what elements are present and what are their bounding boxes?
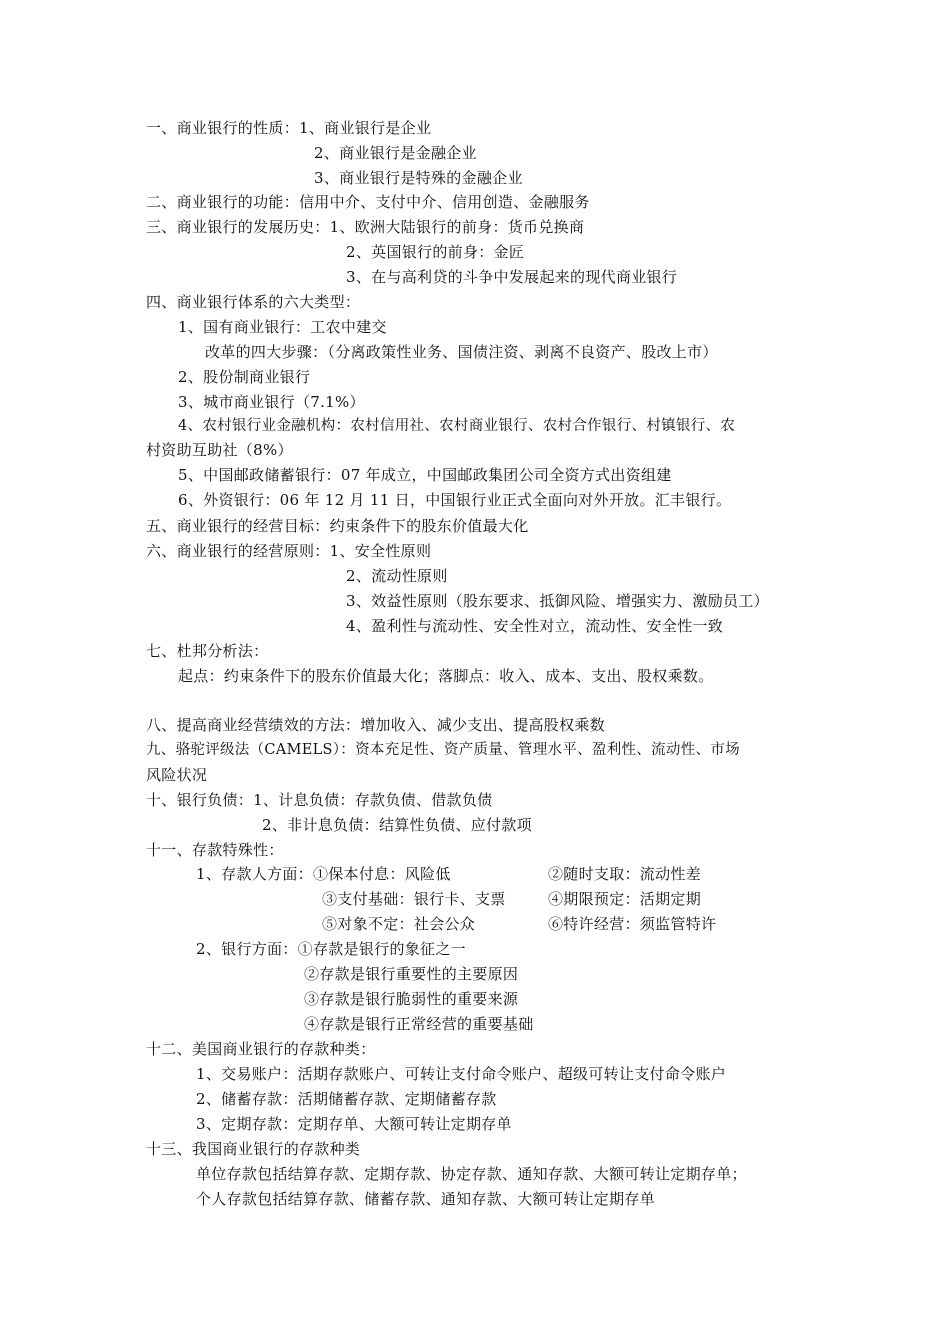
text-line: 2、股份制商业银行 <box>178 368 311 386</box>
text-line: ③存款是银行脆弱性的重要来源 <box>304 990 519 1008</box>
text-line: 5、中国邮政储蓄银行：07 年成立，中国邮政集团公司全资方式出资组建 <box>178 466 672 484</box>
text-line: 4、盈利性与流动性、安全性对立，流动性、安全性一致 <box>346 617 724 635</box>
section-5-heading: 五、商业银行的经营目标：约束条件下的股东价值最大化 <box>146 517 529 535</box>
section-3-heading: 三、商业银行的发展历史：1、欧洲大陆银行的前身：货币兑换商 <box>146 218 585 236</box>
section-13-heading: 十三、我国商业银行的存款种类 <box>146 1140 361 1158</box>
text-line: 2、非计息负债：结算性负债、应付款项 <box>262 816 532 834</box>
text-line: 1、存款人方面：①保本付息：风险低 <box>196 865 451 883</box>
section-7-heading: 七、杜邦分析法： <box>146 642 269 660</box>
text-line: 6、外资银行：06 年 12 月 11 日，中国银行业正式全面向对外开放。汇丰银行。 <box>178 491 732 509</box>
text-line: ⑥特许经营：须监管特许 <box>548 915 717 933</box>
section-10-heading: 十、银行负债：1、计息负债：存款负债、借款负债 <box>146 791 493 809</box>
text-line: 2、银行方面：①存款是银行的象征之一 <box>196 940 466 958</box>
text-line: ③支付基础：银行卡、支票 <box>322 890 506 908</box>
text-line: 2、流动性原则 <box>346 567 448 585</box>
text-line: 起点：约束条件下的股东价值最大化；落脚点：收入、成本、支出、股权乘数。 <box>178 667 714 685</box>
text-line: 1、交易账户：活期存款账户、可转让支付命令账户、超级可转让支付命令账户 <box>196 1065 727 1083</box>
text-line: 改革的四大步骤：（分离政策性业务、国债注资、剥离不良资产、股改上市） <box>205 343 718 361</box>
text-line: 3、商业银行是特殊的金融企业 <box>314 169 523 187</box>
text-line: 3、定期存款：定期存单、大额可转让定期存单 <box>196 1115 512 1133</box>
text-line: 4、农村银行业金融机构：农村信用社、农村商业银行、农村合作银行、村镇银行、农 <box>178 418 736 434</box>
section-9-heading: 九、骆驼评级法（CAMELS）：资本充足性、资产质量、管理水平、盈利性、流动性、市场 <box>146 742 740 758</box>
text-line: 风险状况 <box>146 766 208 784</box>
section-1-heading: 一、商业银行的性质：1、商业银行是企业 <box>146 119 432 137</box>
section-8-heading: 八、提高商业经营绩效的方法：增加收入、减少支出、提高股权乘数 <box>146 716 606 734</box>
section-11-heading: 十一、存款特殊性： <box>146 841 284 859</box>
text-line: 个人存款包括结算存款、储蓄存款、通知存款、大额可转让定期存单 <box>196 1190 656 1208</box>
text-line: ⑤对象不定：社会公众 <box>322 915 476 933</box>
section-12-heading: 十二、美国商业银行的存款种类： <box>146 1040 376 1058</box>
text-line: ②随时支取：流动性差 <box>548 865 702 883</box>
text-line: ④存款是银行正常经营的重要基础 <box>304 1015 534 1033</box>
text-line: 村资助互助社（8%） <box>146 441 293 459</box>
text-line: 2、商业银行是金融企业 <box>314 144 477 162</box>
text-line: 2、英国银行的前身：金匠 <box>346 243 525 261</box>
section-6-heading: 六、商业银行的经营原则：1、安全性原则 <box>146 542 432 560</box>
text-line: ④期限预定：活期定期 <box>548 890 702 908</box>
text-line: 单位存款包括结算存款、定期存款、协定存款、通知存款、大额可转让定期存单； <box>196 1165 747 1183</box>
text-line: 2、储蓄存款：活期储蓄存款、定期储蓄存款 <box>196 1090 497 1108</box>
text-line: 3、城市商业银行（7.1%） <box>178 393 365 411</box>
section-4-heading: 四、商业银行体系的六大类型： <box>146 293 361 311</box>
text-line: 1、国有商业银行：工农中建交 <box>178 318 387 336</box>
text-line: 3、效益性原则（股东要求、抵御风险、增强实力、激励员工） <box>346 592 769 610</box>
section-2-heading: 二、商业银行的功能：信用中介、支付中介、信用创造、金融服务 <box>146 193 590 211</box>
text-line: 3、在与高利贷的斗争中发展起来的现代商业银行 <box>346 268 678 286</box>
text-line: ②存款是银行重要性的主要原因 <box>304 965 519 983</box>
